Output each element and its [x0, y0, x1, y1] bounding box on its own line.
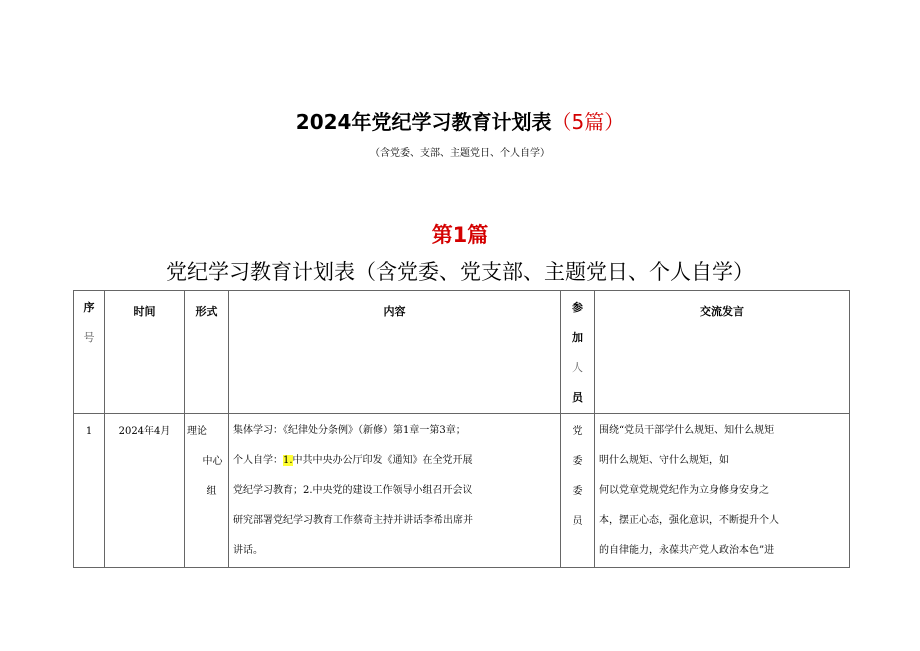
speech-line-3: 何以党章党规党纪作为立身修身安身之 — [599, 485, 769, 496]
people-line-2: 委 — [572, 456, 583, 467]
header-people — [561, 291, 595, 414]
header-speech: 交流发言 — [595, 291, 850, 414]
speech-line-1: 围绕“党员干部学什么规矩、知什么规矩 — [599, 425, 775, 436]
speech-line-4: 本，摆正心态，强化意识，不断提升个人 — [599, 515, 779, 526]
document-title — [0, 106, 920, 135]
cell-form — [185, 414, 229, 568]
plan-table — [73, 290, 850, 568]
header-people-1: 参 — [572, 301, 583, 314]
header-seq-2: 号 — [83, 331, 95, 344]
header-content: 内容 — [229, 291, 561, 414]
people-line-4: 员 — [572, 516, 583, 527]
form-line-1: 理论 — [187, 426, 207, 437]
highlight-mark: 1. — [283, 455, 293, 466]
cell-speech — [595, 414, 850, 568]
header-seq-1: 序 — [83, 301, 95, 314]
header-form: 形式 — [185, 291, 229, 414]
form-line-3: 组 — [206, 486, 217, 497]
content-line-1: 集体学习：《纪律处分条例》（新修）第1章一第3章； — [233, 425, 466, 436]
header-seq — [74, 291, 105, 414]
content-line-2: 个人自学：1.中共中央办公厅印发《通知》在全党开展 — [233, 455, 473, 466]
cell-people — [561, 414, 595, 568]
content-line-3: 党纪学习教育；2.中央党的建设工作领导小组召开会议 — [233, 485, 473, 496]
content-line-5: 讲话。 — [233, 545, 263, 556]
header-row — [74, 291, 850, 414]
speech-line-2: 明什么规矩、守什么规矩，如 — [599, 455, 729, 466]
part-label: 第1篇 — [431, 223, 489, 247]
header-people-2: 加 — [572, 331, 583, 344]
table-row — [74, 414, 850, 568]
content-line-4: 研究部署党纪学习教育工作蔡奇主持并讲话李希出席并 — [233, 515, 473, 526]
cell-content — [229, 414, 561, 568]
cell-time: 2024年4月 — [105, 414, 185, 568]
header-people-3: 人 — [572, 361, 583, 374]
header-people-4: 员 — [572, 391, 583, 404]
header-time: 时间 — [105, 291, 185, 414]
people-line-3: 委 — [572, 486, 583, 497]
title-main: 2024年党纪学习教育计划表 — [295, 110, 552, 134]
title-count: （5篇） — [551, 110, 625, 134]
form-line-2: 中心 — [202, 456, 223, 467]
table-heading: 党纪学习教育计划表（含党委、党支部、主题党日、个人自学） — [166, 260, 754, 284]
people-line-1: 党 — [572, 426, 583, 437]
document-subtitle: （含党委、支部、主题党日、个人自学） — [370, 148, 550, 159]
speech-line-5: 的自律能力，永葆共产党人政治本色”进 — [599, 545, 775, 556]
cell-seq: 1 — [74, 414, 105, 568]
